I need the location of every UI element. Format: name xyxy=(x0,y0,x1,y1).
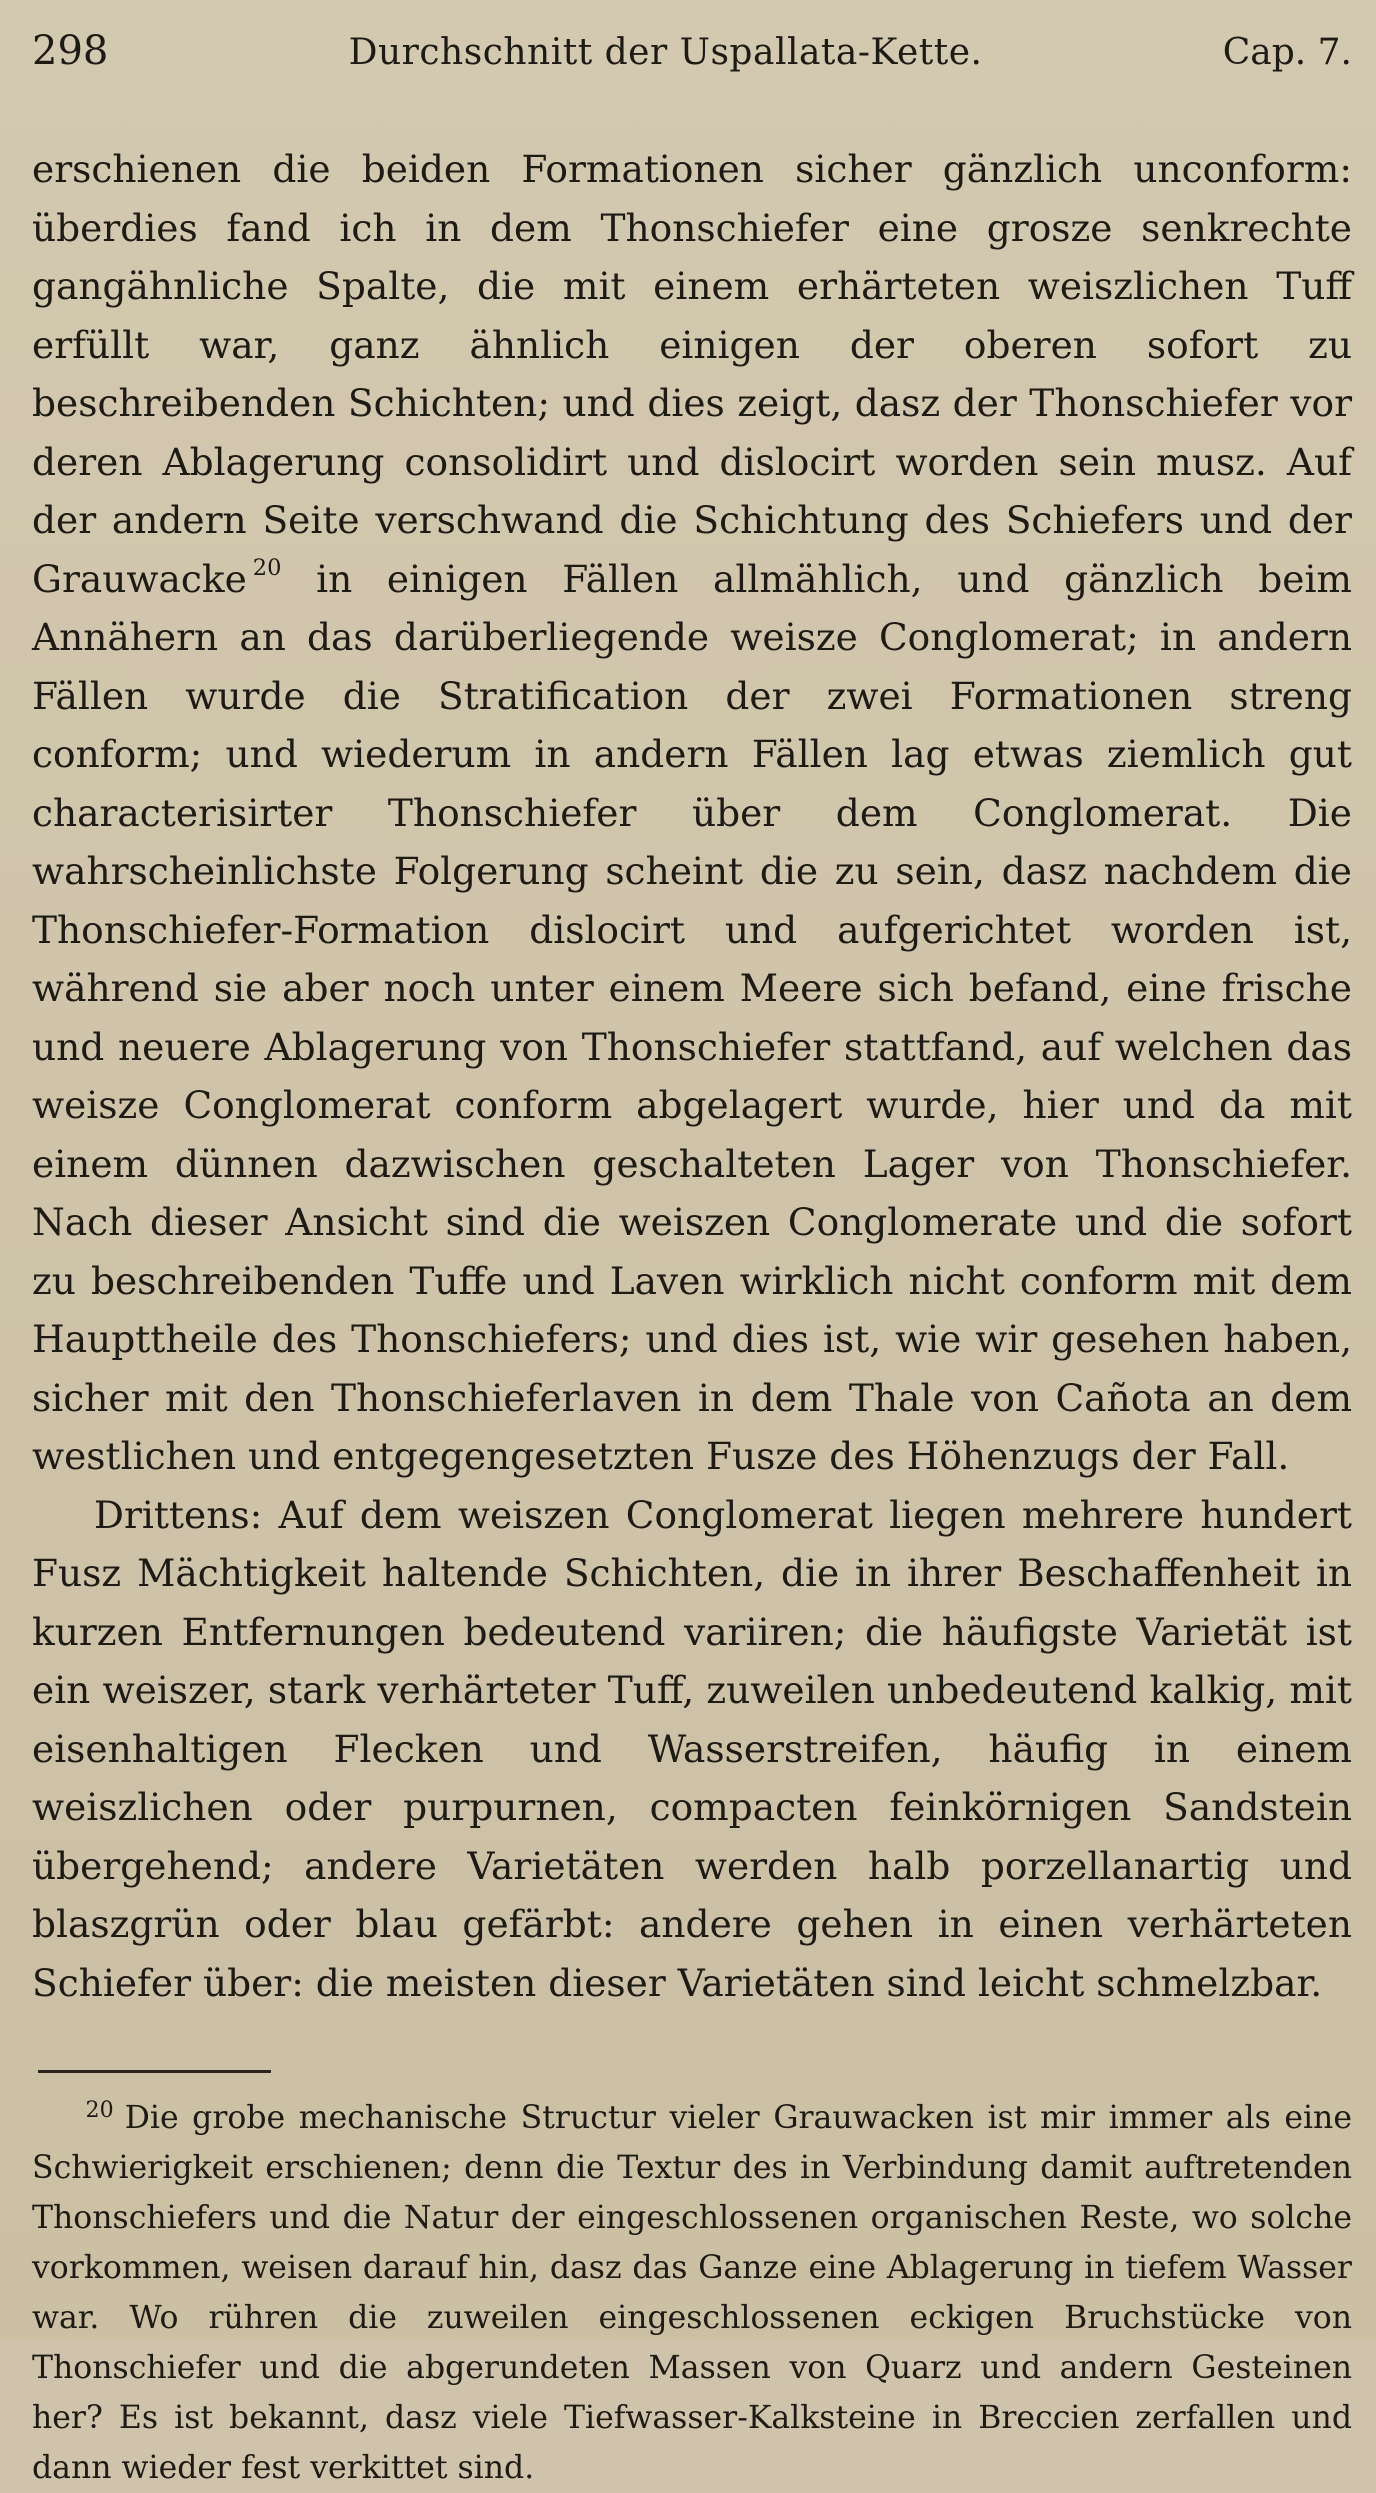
main-text xyxy=(32,140,1352,2012)
running-title: Durchschnitt der Uspallata-Kette. xyxy=(348,32,983,73)
footnote-divider xyxy=(38,2070,271,2073)
footnote-20 xyxy=(32,2093,1352,2493)
chapter-label: Cap. 7. xyxy=(1222,32,1352,73)
paragraph-1-part-2: in einigen Fällen allmählich, und gänzlich beim Annähern an das darüberliegende weisze Conglomerat; in andern Fällen wurde die Stratification der zwei Formationen streng conform; und wiederum in andern Fällen lag etwas ziemlich gut characterisirter Thonschiefer über dem Conglomerat. Die wahrscheinlichste Folgerung scheint die zu sein, dasz nachdem die Thonschiefer-Formation dislocirt und aufgerichtet worden ist, während sie aber noch unter einem Meere sich befand, eine frische und neuere Ablagerung von Thonschiefer stattfand, auf welchen das weisze Conglomerat conform abgelagert wurde, hier und da mit einem dünnen dazwischen geschalteten Lager von Thonschiefer. Nach dieser Ansicht sind die weiszen Conglomerate und die sofort zu beschreibenden Tuffe und Laven wirklich nicht conform mit dem Haupttheile des Thonschiefers; und dies ist, wie wir gesehen haben, sicher mit den Thonschieferlaven in dem Thale von Cañota an dem westlichen und entgegengesetzten Fusze des Höhenzugs der Fall. xyxy=(32,556,1352,1478)
page-number: 298 xyxy=(32,28,109,74)
footnote-reference[interactable]: 20 xyxy=(252,554,282,581)
paragraph-1 xyxy=(32,140,1352,1486)
paragraph-1-part-1: erschienen die beiden Formationen sicher gänzlich unconform: überdies fand ich in dem Thonschiefer eine grosze senkrechte gangähnliche Spalte, die mit einem erhärteten weiszlichen Tuff erfüllt war, ganz ähnlich einigen der oberen sofort zu beschreibenden Schichten; und dies zeigt, dasz der Thonschiefer vor deren Ablagerung consolidirt und dislocirt worden sein musz. Auf der andern Seite verschwand die Schichtung des Schiefers und der Grauwacke xyxy=(32,147,1352,601)
paragraph-2: Drittens: Auf dem weiszen Conglomerat liegen mehrere hundert Fusz Mächtigkeit haltende Schichten, die in ihrer Beschaffenheit in kurzen Entfernungen bedeutend variiren; die häufigste Varietät ist ein weiszer, stark verhärteter Tuff, zuweilen unbedeutend kalkig, mit eisenhaltigen Flecken und Wasserstreifen, häufig in einem weiszlichen oder purpurnen, compacten feinkörnigen Sandstein übergehend; andere Varietäten werden halb porzellanartig und blaszgrün oder blau gefärbt: andere gehen in einen verhärteten Schiefer über: die meisten dieser Varietäten sind leicht schmelzbar. xyxy=(32,1492,1352,2005)
running-header xyxy=(32,26,1352,82)
footnote-text: Die grobe mechanische Structur vieler Grauwacken ist mir immer als eine Schwierigkeit erschienen; denn die Textur des in Verbindung damit auftretenden Thonschiefers und die Natur der eingeschlossenen organischen Reste, wo solche vorkommen, weisen darauf hin, dasz das Ganze eine Ablagerung in tiefem Wasser war. Wo rühren die zuweilen eingeschlossenen eckigen Bruchstücke von Thonschiefer und die abgerundeten Massen von Quarz und andern Gesteinen her? Es ist bekannt, dasz viele Tiefwasser-Kalksteine in Breccien zerfallen und dann wieder fest verkittet sind. xyxy=(32,2100,1352,2486)
footnote-number: 20 xyxy=(85,2097,114,2123)
